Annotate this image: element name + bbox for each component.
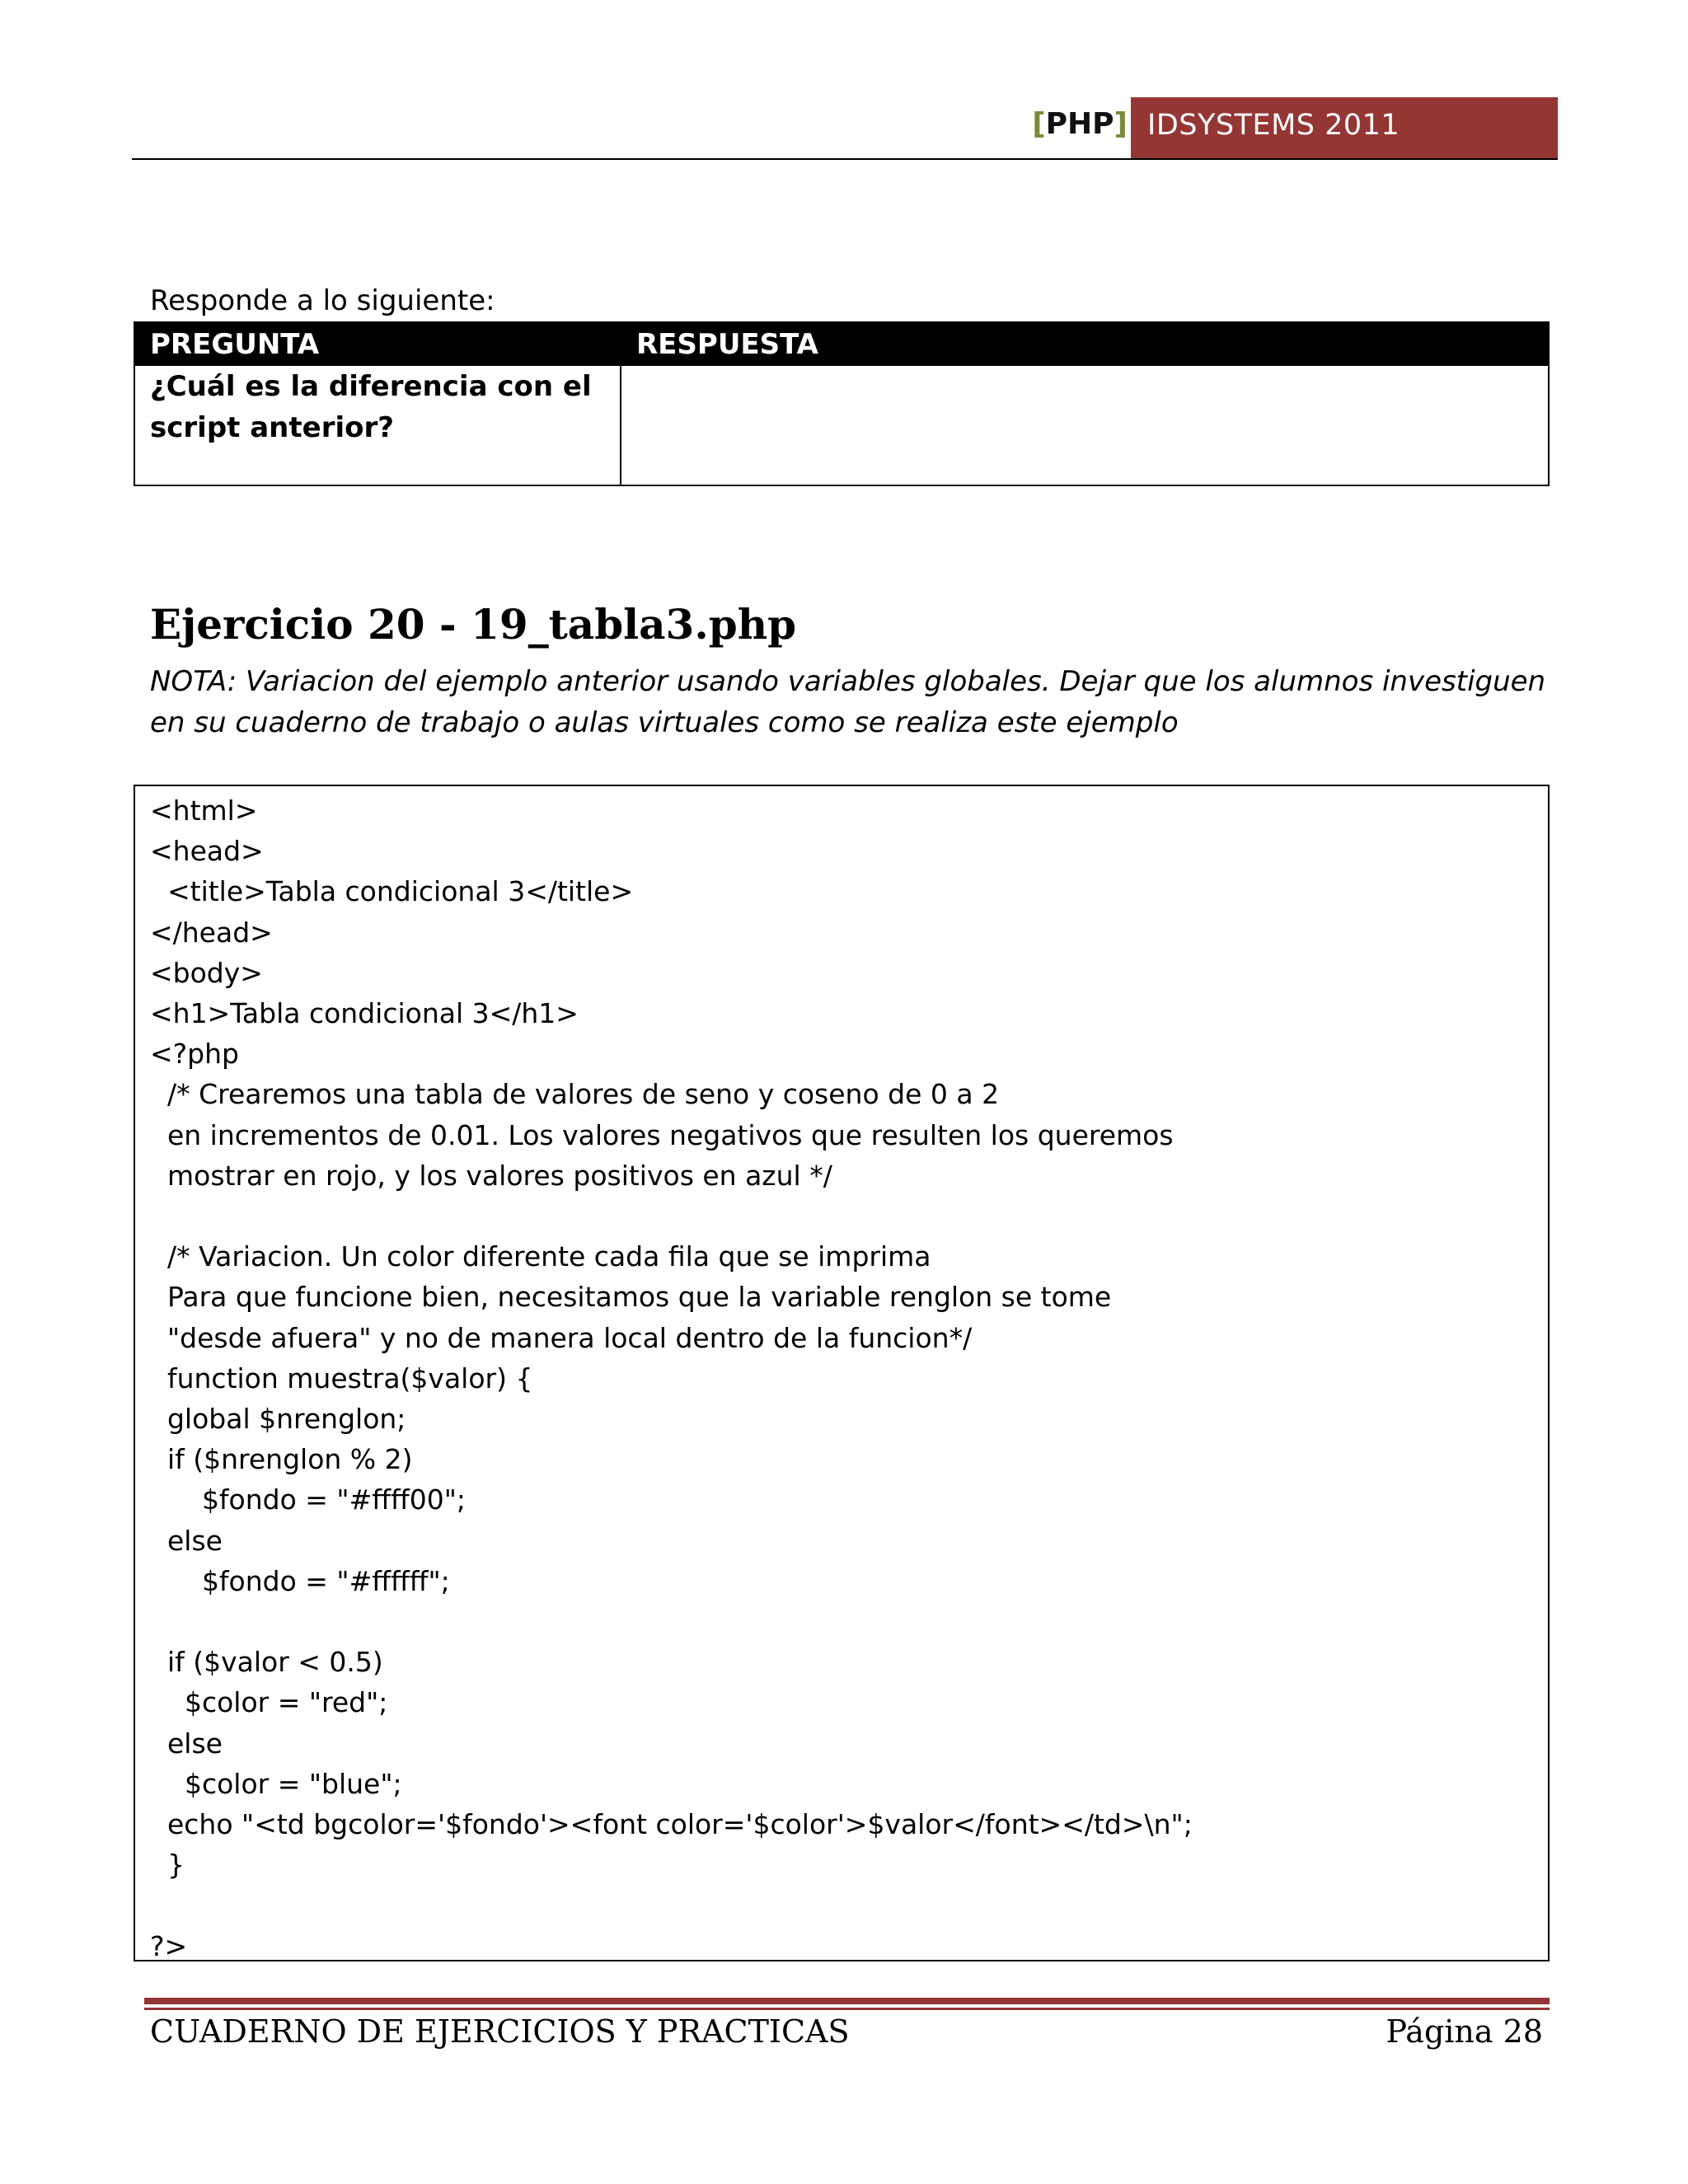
answer-cell[interactable] (621, 366, 1548, 485)
intro-text: Responde a lo siguiente: (150, 284, 495, 317)
column-header-respuesta: RESPUESTA (636, 328, 818, 361)
column-header-pregunta: PREGUNTA (150, 328, 320, 361)
header-banner-text: IDSYSTEMS 2011 (1147, 109, 1400, 142)
code-text: <html> <head> <title>Tabla condicional 3</title> </head> <body> <h1>Tabla condicional 3</h1> <?php /* Crearemos una tabla de valores de seno y coseno de 0 a 2 en incrementos de 0.01. Los valores negativos que resulten los queremos mostrar en rojo, y los valores positivos en azul */ /* Variacion. Un color diferente cada fila que se imprima Para que funcione bien, necesitamos que la variable renglon se tome "desde afuera" y no de manera local dentro de la funcion*/ function muestra($valor) { global $nrenglon; if ($nrenglon % 2) $fondo = "#ffff00"; else $fondo = "#ffffff"; if ($valor < 0.5) $color = "red"; else $color = "blue"; echo "<td bgcolor='$fondo'><font color='$color'>$valor</font></td>\n"; } ?> (150, 794, 1193, 1962)
table-header-row (135, 323, 1548, 366)
header-banner (1131, 97, 1558, 159)
bracket-close: ] (1114, 107, 1128, 141)
bracket-open: [ (1032, 107, 1046, 141)
header-subject: PHP (1045, 107, 1114, 141)
question-cell: ¿Cuál es la diferencia con el script anterior? (150, 370, 592, 444)
footer-title: CUADERNO DE EJERCICIOS Y PRACTICAS (150, 2013, 850, 2050)
header-subject-tag (948, 107, 1128, 141)
code-listing (134, 785, 1550, 1961)
footer-rule-thick (144, 1998, 1550, 2004)
header-rule (132, 158, 1558, 160)
exercise-note: NOTA: Variacion del ejemplo anterior usando variables globales. Dejar que los alumnos investiguen en su cuaderno de trabajo o aulas virtuales como se realiza este ejemplo (150, 665, 1546, 739)
exercise-title: Ejercicio 20 - 19_tabla3.php (150, 600, 797, 649)
question-answer-table (134, 321, 1550, 486)
page-number: Página 28 (1386, 2013, 1543, 2050)
footer-rule-thin (144, 2008, 1550, 2010)
